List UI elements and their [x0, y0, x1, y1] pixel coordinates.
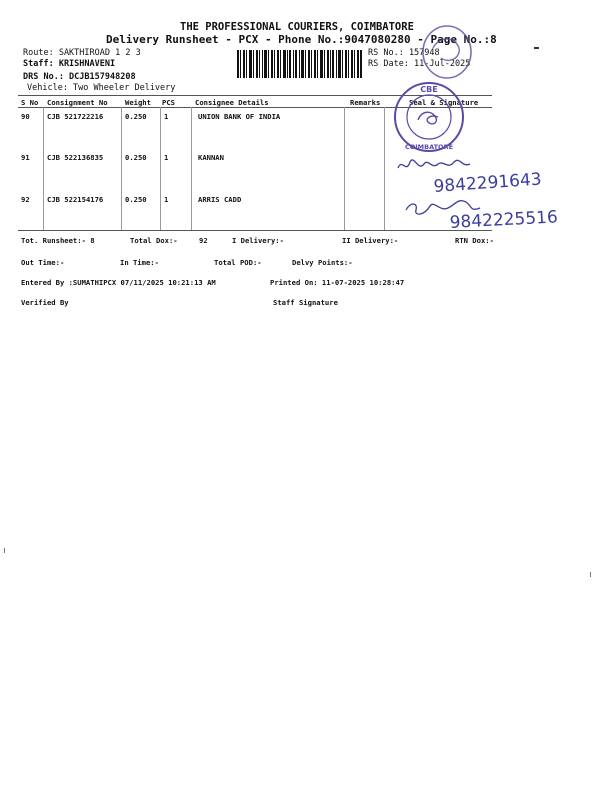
speck	[4, 548, 5, 553]
total-dox-value: 92	[199, 236, 208, 245]
verified-by: Verified By	[21, 298, 69, 307]
row-consignment: CJB 522154176	[47, 195, 104, 204]
speck	[590, 572, 591, 577]
rtn-dox: RTN Dox:-	[455, 236, 494, 245]
col-header-remarks: Remarks	[350, 98, 381, 107]
row-weight: 0.250	[125, 195, 147, 204]
route-label: Route: SAKTHIROAD 1 2 3	[23, 48, 141, 58]
col-header-weight: Weight	[125, 98, 151, 107]
in-time: In Time:-	[120, 258, 159, 267]
staff-label: Staff: KRISHNAVENI	[23, 59, 116, 69]
col-header-consignment: Consignment No	[47, 98, 108, 107]
row-pcs: 1	[164, 153, 169, 162]
ii-delivery: II Delivery:-	[342, 236, 399, 245]
row-pcs: 1	[164, 112, 169, 121]
row-sno: 90	[21, 112, 30, 121]
i-delivery: I Delivery:-	[232, 236, 284, 245]
row-consignee: ARRIS CADD	[198, 195, 242, 204]
col-divider	[344, 107, 345, 230]
col-divider	[160, 107, 161, 230]
row-weight: 0.250	[125, 153, 147, 162]
row-consignment: CJB 521722216	[47, 112, 104, 121]
ink-stamp-mark	[415, 18, 475, 82]
row-sno: 91	[21, 153, 30, 162]
speck	[534, 47, 539, 49]
runsheet-title: Delivery Runsheet - PCX - Phone No.:9047080280 - Page No.:8	[106, 33, 497, 46]
vehicle-label: Vehicle: Two Wheeler Delivery	[27, 83, 176, 93]
row-consignee: KANNAN	[198, 153, 224, 162]
out-time: Out Time:-	[21, 258, 65, 267]
col-header-consignee: Consignee Details	[195, 98, 269, 107]
handwritten-phone: 9842225516	[449, 207, 559, 233]
tot-runsheet: Tot. Runsheet:- 8	[21, 236, 95, 245]
col-header-seal: Seal & Signature	[409, 98, 479, 107]
drs-number: DRS No.: DCJB157948208	[23, 72, 136, 82]
staff-signature-label: Staff Signature	[273, 298, 338, 307]
handwritten-phone: 9842291643	[432, 169, 543, 197]
delvy-points: Delvy Points:-	[292, 258, 353, 267]
row-pcs: 1	[164, 195, 169, 204]
row-consignee: UNION BANK OF INDIA	[198, 112, 281, 121]
total-pod: Total POD:-	[214, 258, 262, 267]
col-divider	[384, 107, 385, 230]
rs-date: RS Date: 11-Jul-2025	[368, 59, 471, 69]
col-divider	[121, 107, 122, 230]
col-header-sno: S No	[21, 98, 39, 107]
printed-on: Printed On: 11-07-2025 10:28:47	[270, 278, 405, 287]
row-consignment: CJB 522136835	[47, 153, 104, 162]
col-divider	[43, 107, 44, 230]
col-divider	[191, 107, 192, 230]
svg-text:CBE: CBE	[420, 85, 438, 94]
entered-by: Entered By :SUMATHIPCX 07/11/2025 10:21:13 AM	[21, 278, 216, 287]
svg-text:COIMBATORE: COIMBATORE	[404, 143, 454, 151]
col-header-pcs: PCS	[162, 98, 175, 107]
rs-number: RS No.: 157948	[368, 48, 440, 58]
seal-stamp	[392, 80, 466, 154]
total-dox-label: Total Dox:-	[130, 236, 178, 245]
row-sno: 92	[21, 195, 30, 204]
barcode	[237, 50, 362, 78]
handwritten-signature	[400, 190, 590, 238]
company-name: THE PROFESSIONAL COURIERS, COIMBATORE	[180, 21, 414, 33]
row-weight: 0.250	[125, 112, 147, 121]
